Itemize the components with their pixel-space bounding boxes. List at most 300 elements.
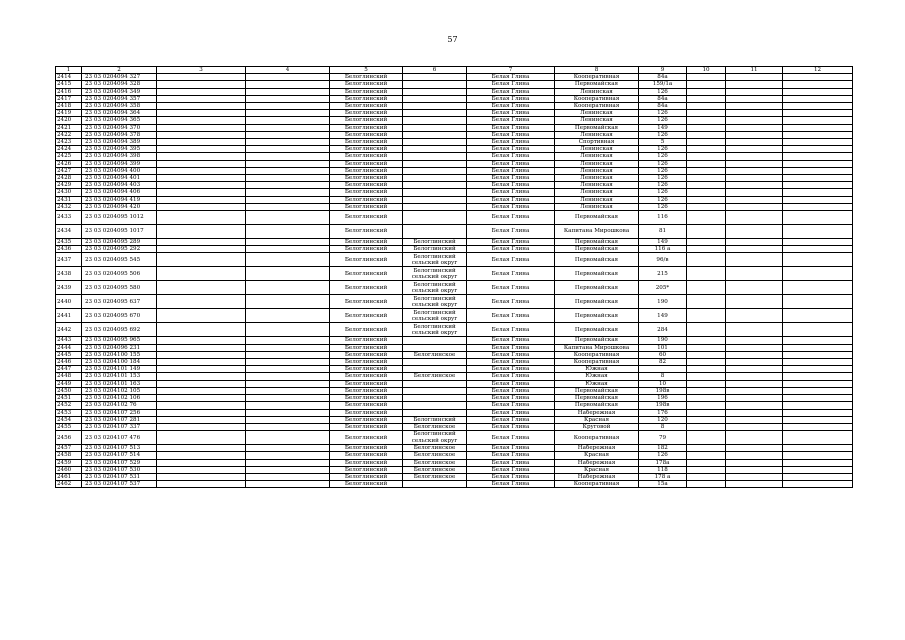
- cell-house: 198в: [639, 387, 687, 394]
- cell-street: Ленинская: [555, 153, 639, 160]
- cell-col-12: [783, 153, 853, 160]
- table-row: [56, 416, 853, 423]
- table-row: [56, 387, 853, 394]
- cell-col-11: [726, 380, 783, 387]
- cell-row-number: 2435: [56, 239, 82, 246]
- cell-col-3: [157, 452, 246, 459]
- cell-cadastral-code: 23 03 0204094 349: [82, 88, 157, 95]
- cell-locality: Белая Глина: [467, 359, 555, 366]
- cell-street: Кооперативная: [555, 431, 639, 445]
- table-row: [56, 139, 853, 146]
- table-row: [56, 445, 853, 452]
- cell-col-4: [246, 175, 330, 182]
- cell-row-number: 2422: [56, 131, 82, 138]
- cell-col-10: [687, 409, 726, 416]
- cell-district: Белоглинский: [330, 124, 403, 131]
- cell-district: Белоглинский: [330, 295, 403, 309]
- cell-locality: Белая Глина: [467, 416, 555, 423]
- cell-cadastral-code: 23 03 0204107 281: [82, 416, 157, 423]
- cell-col-3: [157, 110, 246, 117]
- cell-col-11: [726, 402, 783, 409]
- cell-district: Белоглинский: [330, 253, 403, 267]
- cell-house: 15а: [639, 481, 687, 488]
- cell-col-12: [783, 309, 853, 323]
- cell-col-10: [687, 225, 726, 239]
- table-row: [56, 380, 853, 387]
- cell-locality: Белая Глина: [467, 481, 555, 488]
- cell-row-number: 2442: [56, 323, 82, 337]
- cell-col-4: [246, 459, 330, 466]
- cell-cadastral-code: 23 03 0204107 531: [82, 473, 157, 480]
- table-row: [56, 253, 853, 267]
- cell-settlement: [403, 110, 467, 117]
- cell-street: Первомайская: [555, 387, 639, 394]
- cell-col-11: [726, 110, 783, 117]
- cell-cadastral-code: 23 03 0204107 537: [82, 481, 157, 488]
- cell-settlement: Белоглинское: [403, 351, 467, 358]
- cell-col-12: [783, 81, 853, 88]
- cell-col-11: [726, 81, 783, 88]
- cell-col-12: [783, 117, 853, 124]
- cell-row-number: 2420: [56, 117, 82, 124]
- cell-street: Первомайская: [555, 395, 639, 402]
- cell-district: Белоглинский: [330, 160, 403, 167]
- cell-row-number: 2455: [56, 423, 82, 430]
- cell-col-10: [687, 344, 726, 351]
- cell-house: 116 а: [639, 246, 687, 253]
- cell-row-number: 2415: [56, 81, 82, 88]
- cell-col-10: [687, 416, 726, 423]
- cell-cadastral-code: 23 03 0204107 337: [82, 423, 157, 430]
- cell-settlement: Белоглинский сельский округ: [403, 281, 467, 295]
- cell-locality: Белая Глина: [467, 103, 555, 110]
- cell-col-4: [246, 160, 330, 167]
- cell-col-11: [726, 103, 783, 110]
- cell-col-11: [726, 175, 783, 182]
- cell-row-number: 2460: [56, 466, 82, 473]
- cell-col-4: [246, 402, 330, 409]
- cell-col-10: [687, 366, 726, 373]
- cell-locality: Белая Глина: [467, 380, 555, 387]
- cell-street: Первомайская: [555, 323, 639, 337]
- cell-col-4: [246, 295, 330, 309]
- col-header-2: 2: [82, 67, 157, 74]
- cell-cadastral-code: 23 03 0204094 419: [82, 196, 157, 203]
- cell-settlement: [403, 175, 467, 182]
- col-header-1: 1: [56, 67, 82, 74]
- cell-col-12: [783, 196, 853, 203]
- cell-house: 10: [639, 380, 687, 387]
- table-row: [56, 431, 853, 445]
- cell-cadastral-code: 23 03 0204102 76: [82, 402, 157, 409]
- cell-row-number: 2419: [56, 110, 82, 117]
- cell-settlement: [403, 88, 467, 95]
- cell-street: Кооперативная: [555, 103, 639, 110]
- cell-house: 81: [639, 225, 687, 239]
- cell-settlement: [403, 225, 467, 239]
- cell-col-11: [726, 281, 783, 295]
- cell-district: Белоглинский: [330, 409, 403, 416]
- cell-district: Белоглинский: [330, 466, 403, 473]
- table-row: [56, 452, 853, 459]
- cell-col-11: [726, 459, 783, 466]
- cell-col-12: [783, 344, 853, 351]
- cell-settlement: Белоглинское: [403, 445, 467, 452]
- cell-col-3: [157, 359, 246, 366]
- cell-house: 84а: [639, 74, 687, 81]
- cell-district: Белоглинский: [330, 74, 403, 81]
- cell-district: Белоглинский: [330, 337, 403, 344]
- cell-col-4: [246, 246, 330, 253]
- cell-street: Первомайская: [555, 239, 639, 246]
- cell-district: Белоглинский: [330, 196, 403, 203]
- cell-col-12: [783, 445, 853, 452]
- cell-col-4: [246, 481, 330, 488]
- cell-col-11: [726, 409, 783, 416]
- cell-col-11: [726, 395, 783, 402]
- cell-house: 126: [639, 153, 687, 160]
- cell-col-11: [726, 359, 783, 366]
- cell-col-4: [246, 351, 330, 358]
- cell-col-10: [687, 117, 726, 124]
- cell-locality: Белая Глина: [467, 160, 555, 167]
- cell-col-4: [246, 267, 330, 281]
- cell-street: Южная: [555, 373, 639, 380]
- cell-locality: Белая Глина: [467, 124, 555, 131]
- cell-row-number: 2418: [56, 103, 82, 110]
- cell-settlement: Белоглинский сельский округ: [403, 253, 467, 267]
- cell-row-number: 2414: [56, 74, 82, 81]
- cell-col-11: [726, 239, 783, 246]
- cell-row-number: 2458: [56, 452, 82, 459]
- table-row: [56, 124, 853, 131]
- cell-cadastral-code: 23 03 0204094 378: [82, 131, 157, 138]
- cell-col-11: [726, 351, 783, 358]
- cell-locality: Белая Глина: [467, 117, 555, 124]
- cell-locality: Белая Глина: [467, 211, 555, 225]
- cell-district: Белоглинский: [330, 246, 403, 253]
- cell-cadastral-code: 23 03 0204095 545: [82, 253, 157, 267]
- cell-street: Первомайская: [555, 211, 639, 225]
- cell-col-3: [157, 295, 246, 309]
- cell-row-number: 2454: [56, 416, 82, 423]
- cell-col-10: [687, 373, 726, 380]
- cell-district: Белоглинский: [330, 459, 403, 466]
- cell-settlement: Белоглинский сельский округ: [403, 295, 467, 309]
- cell-house: 126: [639, 117, 687, 124]
- col-header-7: 7: [467, 67, 555, 74]
- cell-district: Белоглинский: [330, 131, 403, 138]
- cell-settlement: Белоглинское: [403, 459, 467, 466]
- cell-district: Белоглинский: [330, 239, 403, 246]
- cell-col-4: [246, 103, 330, 110]
- table-row: [56, 281, 853, 295]
- cell-col-12: [783, 366, 853, 373]
- cell-cadastral-code: 23 03 0204094 401: [82, 175, 157, 182]
- cell-col-12: [783, 239, 853, 246]
- cell-col-3: [157, 167, 246, 174]
- table-row: [56, 423, 853, 430]
- cell-settlement: Белоглинский: [403, 416, 467, 423]
- cell-row-number: 2444: [56, 344, 82, 351]
- table-row: [56, 351, 853, 358]
- cell-house: 182: [639, 445, 687, 452]
- table-row: [56, 88, 853, 95]
- cell-col-11: [726, 431, 783, 445]
- cell-locality: Белая Глина: [467, 402, 555, 409]
- cell-house: 116: [639, 211, 687, 225]
- cell-col-12: [783, 473, 853, 480]
- cell-row-number: 2457: [56, 445, 82, 452]
- cell-row-number: 2449: [56, 380, 82, 387]
- cell-row-number: 2423: [56, 139, 82, 146]
- cell-col-12: [783, 416, 853, 423]
- table-row: [56, 295, 853, 309]
- cell-col-12: [783, 131, 853, 138]
- col-header-12: 12: [783, 67, 853, 74]
- cell-locality: Белая Глина: [467, 225, 555, 239]
- cell-col-4: [246, 196, 330, 203]
- cell-row-number: 2448: [56, 373, 82, 380]
- cell-col-3: [157, 124, 246, 131]
- cell-house: 159/1а: [639, 81, 687, 88]
- cell-cadastral-code: 23 03 0204095 1017: [82, 225, 157, 239]
- cell-locality: Белая Глина: [467, 366, 555, 373]
- cell-street: Ленинская: [555, 167, 639, 174]
- cell-col-10: [687, 239, 726, 246]
- cell-col-3: [157, 225, 246, 239]
- cell-col-12: [783, 225, 853, 239]
- cell-street: Кооперативная: [555, 74, 639, 81]
- cell-cadastral-code: 23 03 0204107 529: [82, 459, 157, 466]
- cell-row-number: 2421: [56, 124, 82, 131]
- cell-house: 126: [639, 88, 687, 95]
- cell-row-number: 2450: [56, 387, 82, 394]
- cell-settlement: Белоглинский сельский округ: [403, 267, 467, 281]
- cell-street: Первомайская: [555, 337, 639, 344]
- cell-house: 126: [639, 167, 687, 174]
- cell-col-10: [687, 402, 726, 409]
- cell-col-11: [726, 373, 783, 380]
- cell-col-10: [687, 246, 726, 253]
- cell-col-11: [726, 211, 783, 225]
- cell-house: 60: [639, 351, 687, 358]
- cell-col-4: [246, 153, 330, 160]
- cell-district: Белоглинский: [330, 402, 403, 409]
- cell-house: 178 а: [639, 473, 687, 480]
- cell-settlement: [403, 103, 467, 110]
- cell-cadastral-code: 23 03 0204095 692: [82, 323, 157, 337]
- cell-col-3: [157, 473, 246, 480]
- cell-col-3: [157, 160, 246, 167]
- cell-settlement: Белоглинское: [403, 473, 467, 480]
- cell-row-number: 2430: [56, 189, 82, 196]
- cell-district: Белоглинский: [330, 344, 403, 351]
- cell-col-10: [687, 196, 726, 203]
- cell-house: 176: [639, 409, 687, 416]
- table-row: [56, 196, 853, 203]
- table-row: [56, 146, 853, 153]
- cell-street: Первомайская: [555, 267, 639, 281]
- cell-street: Ленинская: [555, 131, 639, 138]
- cell-col-3: [157, 466, 246, 473]
- cell-street: Набережная: [555, 445, 639, 452]
- cell-col-11: [726, 225, 783, 239]
- cell-col-3: [157, 131, 246, 138]
- table-row: [56, 175, 853, 182]
- cell-col-4: [246, 146, 330, 153]
- cell-house: 190: [639, 295, 687, 309]
- cell-col-3: [157, 395, 246, 402]
- cell-col-10: [687, 281, 726, 295]
- col-header-4: 4: [246, 67, 330, 74]
- cell-cadastral-code: 23 03 0204094 357: [82, 95, 157, 102]
- cell-cadastral-code: 23 03 0204102 105: [82, 387, 157, 394]
- cell-street: Красная: [555, 466, 639, 473]
- cell-locality: Белая Глина: [467, 131, 555, 138]
- col-header-10: 10: [687, 67, 726, 74]
- cell-col-12: [783, 110, 853, 117]
- cell-street: Ленинская: [555, 182, 639, 189]
- cell-house: 118: [639, 466, 687, 473]
- cell-locality: Белая Глина: [467, 203, 555, 210]
- table-row: [56, 74, 853, 81]
- table-row: [56, 395, 853, 402]
- cell-col-4: [246, 359, 330, 366]
- cell-cadastral-code: 23 03 0204095 637: [82, 295, 157, 309]
- cell-cadastral-code: 23 03 0204101 153: [82, 373, 157, 380]
- col-header-5: 5: [330, 67, 403, 74]
- cell-col-12: [783, 402, 853, 409]
- cell-col-4: [246, 380, 330, 387]
- cell-col-10: [687, 267, 726, 281]
- cell-house: 79: [639, 431, 687, 445]
- cell-district: Белоглинский: [330, 146, 403, 153]
- cell-house: 198в: [639, 402, 687, 409]
- cell-district: Белоглинский: [330, 139, 403, 146]
- cell-settlement: Белоглинское: [403, 452, 467, 459]
- cell-col-11: [726, 124, 783, 131]
- cell-col-3: [157, 196, 246, 203]
- cell-col-10: [687, 189, 726, 196]
- cell-house: 84а: [639, 103, 687, 110]
- cell-cadastral-code: 23 03 0204096 231: [82, 344, 157, 351]
- cell-col-12: [783, 295, 853, 309]
- cell-row-number: 2429: [56, 182, 82, 189]
- cell-cadastral-code: 23 03 0204107 513: [82, 445, 157, 452]
- cell-street: Первомайская: [555, 281, 639, 295]
- cell-locality: Белая Глина: [467, 196, 555, 203]
- cell-col-12: [783, 387, 853, 394]
- cell-col-10: [687, 110, 726, 117]
- cell-col-11: [726, 337, 783, 344]
- cell-col-10: [687, 445, 726, 452]
- cell-row-number: 2416: [56, 88, 82, 95]
- cell-street: Первомайская: [555, 246, 639, 253]
- cell-col-10: [687, 182, 726, 189]
- cell-cadastral-code: 23 03 0204107 530: [82, 466, 157, 473]
- cell-house: 126: [639, 182, 687, 189]
- cell-col-12: [783, 182, 853, 189]
- cell-col-3: [157, 153, 246, 160]
- cell-col-3: [157, 139, 246, 146]
- cell-col-11: [726, 423, 783, 430]
- cell-col-12: [783, 167, 853, 174]
- cell-locality: Белая Глина: [467, 409, 555, 416]
- cell-col-10: [687, 351, 726, 358]
- cell-col-12: [783, 88, 853, 95]
- cell-row-number: 2437: [56, 253, 82, 267]
- cell-row-number: 2438: [56, 267, 82, 281]
- cell-house: 149: [639, 239, 687, 246]
- cell-cadastral-code: 23 03 0204095 506: [82, 267, 157, 281]
- cell-col-4: [246, 81, 330, 88]
- cell-col-12: [783, 395, 853, 402]
- cell-col-4: [246, 117, 330, 124]
- cell-col-12: [783, 203, 853, 210]
- cell-col-3: [157, 211, 246, 225]
- cell-house: 126: [639, 203, 687, 210]
- cell-col-4: [246, 387, 330, 394]
- cell-row-number: 2440: [56, 295, 82, 309]
- table-row: [56, 110, 853, 117]
- cell-settlement: [403, 153, 467, 160]
- cell-settlement: [403, 146, 467, 153]
- cell-district: Белоглинский: [330, 423, 403, 430]
- cell-house: 215: [639, 267, 687, 281]
- cell-col-3: [157, 203, 246, 210]
- cell-col-3: [157, 481, 246, 488]
- cell-street: Ленинская: [555, 160, 639, 167]
- cell-settlement: [403, 395, 467, 402]
- cell-locality: Белая Глина: [467, 139, 555, 146]
- cell-street: Ленинская: [555, 189, 639, 196]
- cell-col-12: [783, 74, 853, 81]
- cell-col-3: [157, 239, 246, 246]
- page-number: 57: [447, 35, 458, 44]
- cell-row-number: 2417: [56, 95, 82, 102]
- cell-cadastral-code: 23 03 0204095 670: [82, 309, 157, 323]
- cell-locality: Белая Глина: [467, 81, 555, 88]
- cell-district: Белоглинский: [330, 203, 403, 210]
- cell-col-3: [157, 380, 246, 387]
- cell-col-12: [783, 189, 853, 196]
- cell-cadastral-code: 23 03 0204107 256: [82, 409, 157, 416]
- table-row: [56, 239, 853, 246]
- cell-settlement: [403, 117, 467, 124]
- cell-street: Кооперативная: [555, 351, 639, 358]
- cell-street: Кооперативная: [555, 481, 639, 488]
- table-row: [56, 309, 853, 323]
- cell-col-10: [687, 253, 726, 267]
- cell-row-number: 2431: [56, 196, 82, 203]
- cell-col-12: [783, 253, 853, 267]
- cell-col-4: [246, 139, 330, 146]
- cell-district: Белоглинский: [330, 416, 403, 423]
- cell-street: Южная: [555, 380, 639, 387]
- cell-house: 8: [639, 373, 687, 380]
- table-row: [56, 267, 853, 281]
- cell-col-10: [687, 88, 726, 95]
- cell-col-11: [726, 189, 783, 196]
- cell-locality: Белая Глина: [467, 88, 555, 95]
- cell-district: Белоглинский: [330, 110, 403, 117]
- cell-col-12: [783, 175, 853, 182]
- cell-locality: Белая Глина: [467, 387, 555, 394]
- cell-district: Белоглинский: [330, 373, 403, 380]
- cell-col-10: [687, 211, 726, 225]
- table-row: [56, 366, 853, 373]
